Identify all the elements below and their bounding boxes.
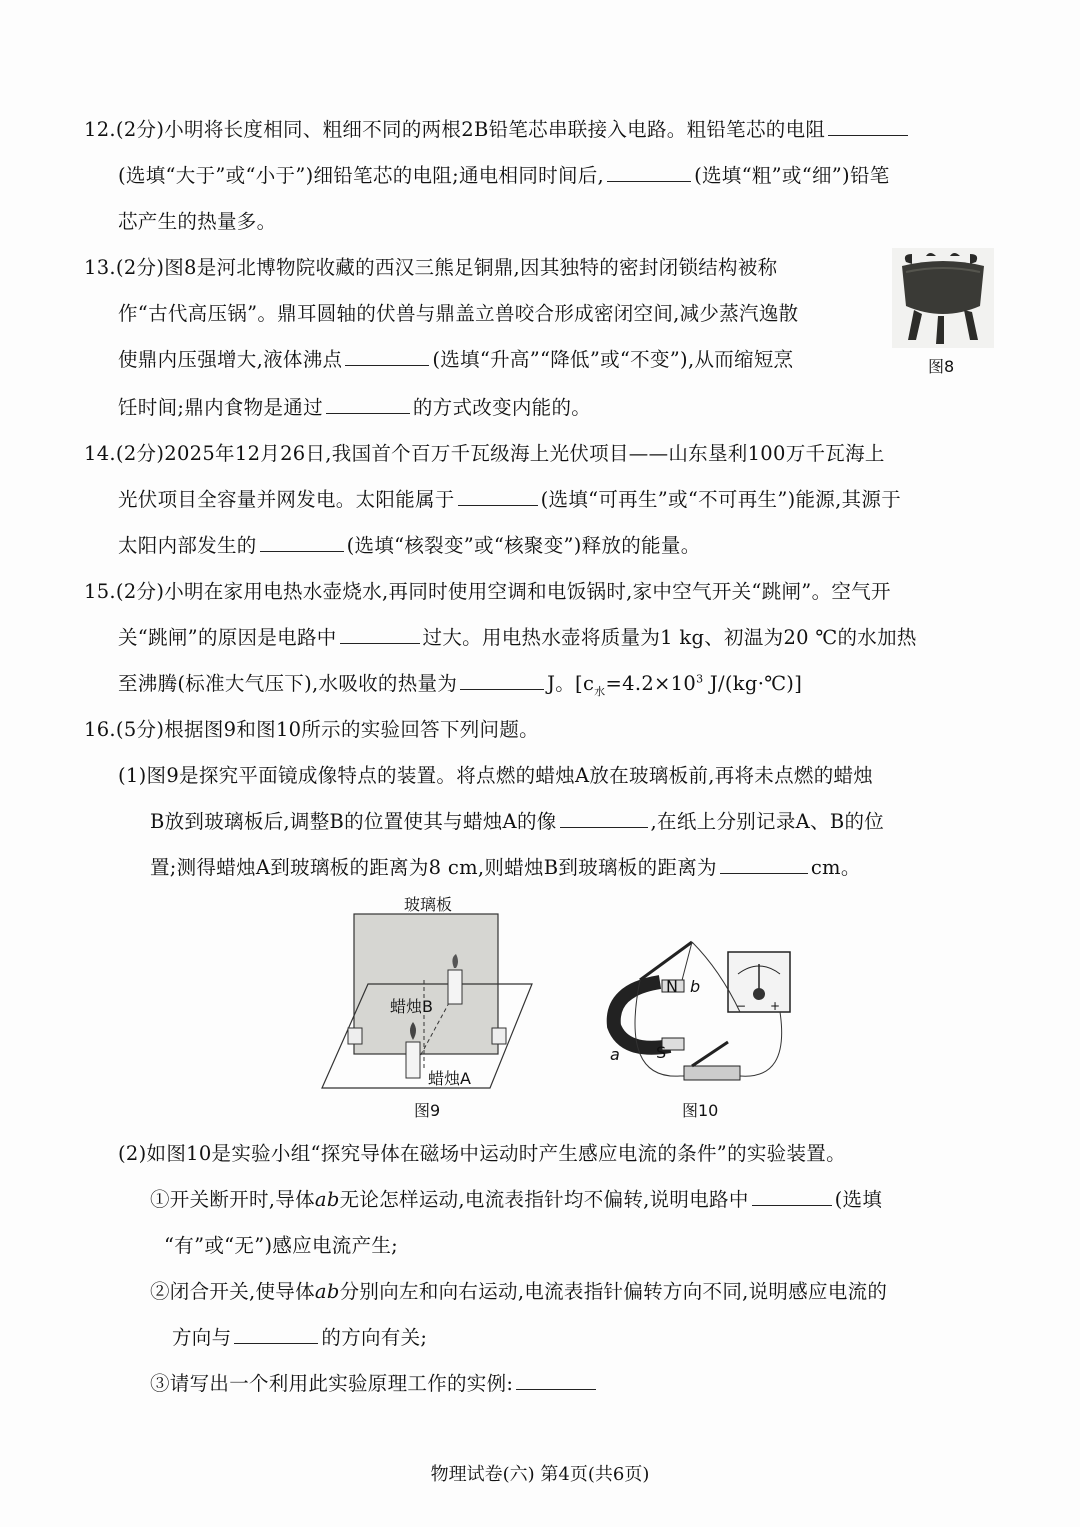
- s-pole-label: S: [656, 1043, 667, 1062]
- q16-part1-line2: B放到玻璃板后,调整B的位置使其与蜡烛A的像 ,在纸上分别记录A、B的位: [150, 810, 885, 833]
- answer-blank[interactable]: [828, 117, 908, 136]
- answer-blank[interactable]: [607, 163, 691, 182]
- q12-line1: 12.(2分)小明将长度相同、粗细不同的两根2B铅笔芯串联接入电路。粗铅笔芯的电阻: [84, 116, 911, 144]
- fig9-plane-mirror-diagram: [318, 890, 554, 1100]
- q12-line2: (选填“大于”或“小于”)细铅笔芯的电阻;通电相同时间后, (选填“粗”或“细”)铅笔: [118, 164, 890, 187]
- svg-text:+: +: [770, 999, 781, 1013]
- answer-blank[interactable]: [345, 347, 429, 366]
- answer-blank[interactable]: [516, 1371, 596, 1390]
- switch: [684, 1066, 740, 1080]
- a-label: a: [610, 1045, 620, 1064]
- q16-part2-3-line1: ③请写出一个利用此实验原理工作的实例:: [150, 1370, 599, 1398]
- answer-blank[interactable]: [720, 855, 808, 874]
- candle-a: [406, 1042, 420, 1078]
- q14-line3: 太阳内部发生的 (选填“核裂变”或“核聚变”)释放的能量。: [118, 534, 701, 557]
- answer-blank[interactable]: [234, 1325, 318, 1344]
- glass-label: 玻璃板: [404, 895, 453, 914]
- svg-text:−: −: [736, 999, 747, 1013]
- answer-blank[interactable]: [326, 395, 410, 414]
- n-pole-label: N: [666, 977, 678, 996]
- q13-line2: 作“古代高压锅”。鼎耳圆轴的伏兽与鼎盖立兽咬合形成密闭空间,减少蒸汽逸散: [118, 302, 799, 325]
- page-footer: 物理试卷(六) 第4页(共6页): [430, 1464, 650, 1485]
- b-label: b: [690, 977, 701, 996]
- fig10-induction-diagram: [600, 930, 800, 1098]
- q13-line1: 13.(2分)图8是河北博物院收藏的西汉三熊足铜鼎,因其独特的密封闭锁结构被称: [84, 256, 778, 279]
- q16-part2-1-line1: ①开关断开时,导体ab无论怎样运动,电流表指针均不偏转,说明电路中 (选填: [150, 1188, 883, 1211]
- q16-part1-line1: (1)图9是探究平面镜成像特点的装置。将点燃的蜡烛A放在玻璃板前,再将未点燃的蜡烛: [118, 764, 874, 787]
- q16-line1: 16.(5分)根据图9和图10所示的实验回答下列问题。: [84, 718, 539, 741]
- candle-b-label: 蜡烛B: [390, 997, 433, 1016]
- answer-blank[interactable]: [560, 809, 648, 828]
- q16-part2-2-line2: 方向与 的方向有关;: [172, 1326, 428, 1349]
- candle-a-label: 蜡烛A: [428, 1069, 471, 1088]
- answer-blank[interactable]: [752, 1187, 832, 1206]
- q14-line2: 光伏项目全容量并网发电。太阳能属于 (选填“可再生”或“不可再生”)能源,其源于: [118, 488, 901, 511]
- candle-b: [448, 970, 462, 1004]
- answer-blank[interactable]: [460, 671, 544, 690]
- fig8-caption: 图8: [928, 357, 955, 376]
- answer-blank[interactable]: [340, 625, 420, 644]
- q16-part2-line1: (2)如图10是实验小组“探究导体在磁场中运动时产生感应电流的条件”的实验装置。: [118, 1142, 846, 1165]
- q15-line2: 关“跳闸”的原因是电路中 过大。用电热水壶将质量为1 kg、初温为20 ℃的水加热: [118, 626, 917, 649]
- q16-part1-line3: 置;测得蜡烛A到玻璃板的距离为8 cm,则蜡烛B到玻璃板的距离为 cm。: [150, 856, 861, 879]
- bronze-ding-image: [892, 248, 994, 348]
- q14-line1: 14.(2分)2025年12月26日,我国首个百万千瓦级海上光伏项目——山东垦利100万千瓦海上: [84, 442, 885, 465]
- q13-line3: 使鼎内压强增大,液体沸点 (选填“升高”“降低”或“不变”),从而缩短烹: [118, 348, 794, 371]
- conductor-ab: [640, 942, 692, 980]
- q12-line3: 芯产生的热量多。: [118, 210, 277, 233]
- q16-part2-2-line1: ②闭合开关,使导体ab分别向左和向右运动,电流表指针偏转方向不同,说明感应电流的: [150, 1280, 888, 1303]
- q16-part2-1-line2: “有”或“无”)感应电流产生;: [164, 1234, 399, 1257]
- fig10-caption: 图10: [682, 1101, 719, 1120]
- q15-line1: 15.(2分)小明在家用电热水壶烧水,再同时使用空调和电饭锅时,家中空气开关“跳闸”。空气开: [84, 580, 891, 603]
- answer-blank[interactable]: [260, 533, 344, 552]
- answer-blank[interactable]: [458, 487, 538, 506]
- fig9-caption: 图9: [414, 1101, 441, 1120]
- q13-line4: 饪时间;鼎内食物是通过 的方式改变内能的。: [118, 396, 592, 419]
- q15-line3: 至沸腾(标准大气压下),水吸收的热量为 J。[$c_水=4.2\times 10^3$ J/(kg·℃)]: [118, 672, 803, 698]
